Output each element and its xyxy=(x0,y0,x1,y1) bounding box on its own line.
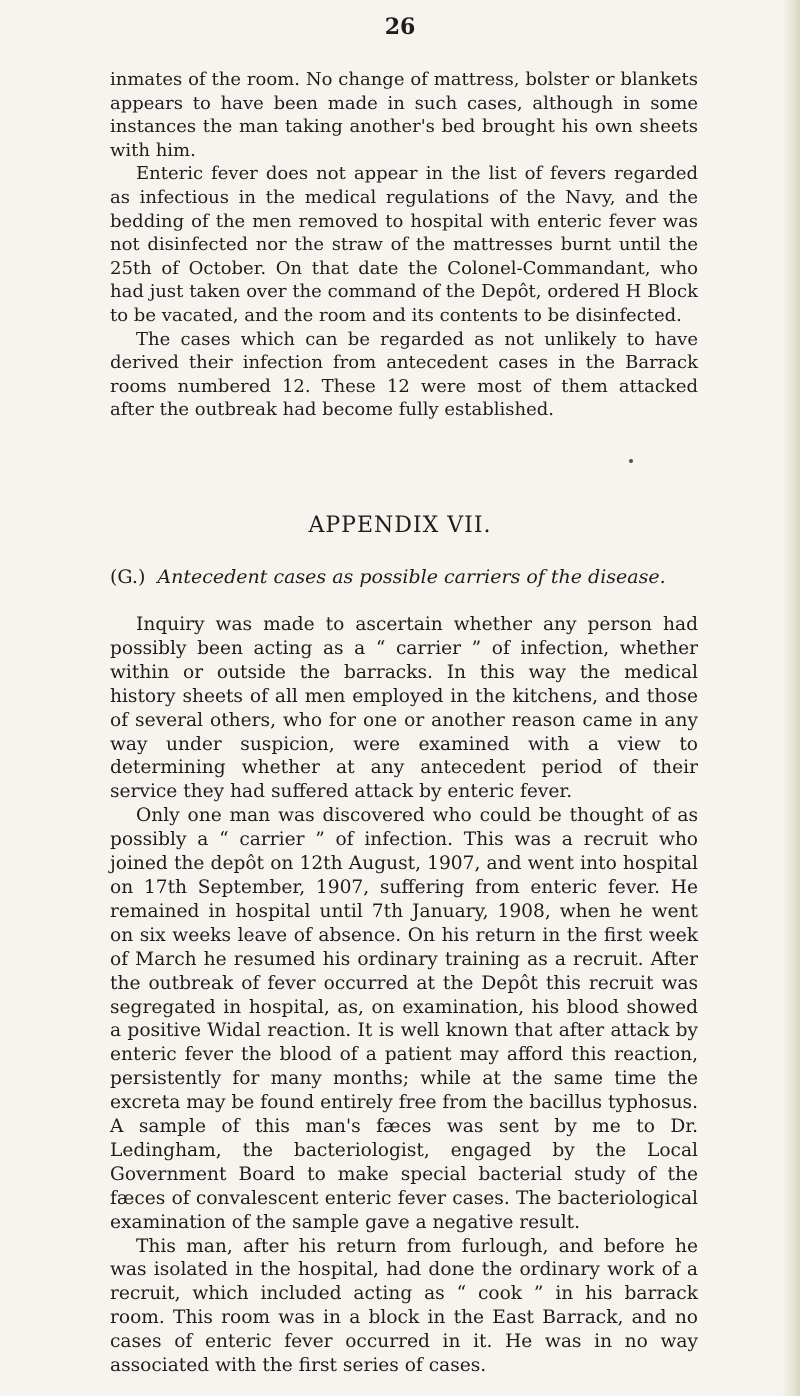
appendix-paragraph: This man, after his return from furlough, and before he was isolated in the hospital, had done the ordinary work of a recruit, which included acting as “ cook ” in his barrack room. This room was in a block in the East Barrack, and no cases of enteric fever occurred in it. He was in no way associated with the first series of cases. xyxy=(110,1235,698,1377)
intro-paragraph: The cases which can be regarded as not unlikely to have derived their infection from antecedent cases in the Barrack rooms numbered 12. These 12 were most of them attacked after the outbreak had become fully established. xyxy=(110,328,698,421)
intro-paragraph: inmates of the room. No change of mattress, bolster or blankets appears to have been made in such cases, although in some instances the man taking another's bed brought his own sheets with him. xyxy=(110,69,698,161)
section-title: Antecedent cases as possible carriers of the disease. xyxy=(157,566,666,588)
appendix-paragraph: Inquiry was made to ascertain whether any person had possibly been acting as a “ carrier ” of infection, whether within or outside the barracks. In this way the medical history sheets of all men employed in the kitchens, and those of several others, who for one or another reason came in any way under suspicion, were examined with a view to determining whether at any antecedent period of their service they had suffered attack by enteric fever. xyxy=(110,614,698,803)
intro-paragraph: Enteric fever does not appear in the list of fevers regarded as infectious in the medical regulations of the Navy, and the bedding of the men removed to hospital with enteric fever was not disinfected nor the straw of the mattresses burnt until the 25th of October. On that date the Colonel-Commandant, who had just taken over the command of the Depôt, ordered H Block to be vacated, and the room and its contents to be disinfected. xyxy=(110,163,698,326)
page-edge-shadow xyxy=(782,0,800,1396)
section-label: (G.) xyxy=(110,566,146,588)
appendix-body xyxy=(110,613,698,1378)
page-number: 26 xyxy=(384,14,416,40)
section-heading xyxy=(110,566,710,588)
appendix-paragraph: Only one man was discovered who could be thought of as possibly a “ carrier ” of infection. This was a recruit who joined the depôt on 12th August, 1907, and went into hospital on 17th September, 1907, suffering from enteric fever. He remained in hospital until 7th January, 1908, when he went on six weeks leave of absence. On his return in the first week of March he resumed his ordinary training as a recruit. After the outbreak of fever occurred at the Depôt this recruit was segregated in hospital, as, on examination, his blood showed a positive Widal reaction. It is well known that after attack by enteric fever the blood of a patient may afford this reaction, persistently for many months; while at the same time the excreta may be found entirely free from the bacillus typhosus. A sample of this man's fæces was sent by me to Dr. Ledingham, the bacteriologist, engaged by the Local Government Board to make special bacterial study of the fæces of convalescent enteric fever cases. The bacteriological examination of the sample gave a negative result. xyxy=(110,805,698,1233)
intro-text xyxy=(110,68,698,422)
printer-mark xyxy=(629,459,633,463)
appendix-title: APPENDIX VII. xyxy=(308,513,492,538)
